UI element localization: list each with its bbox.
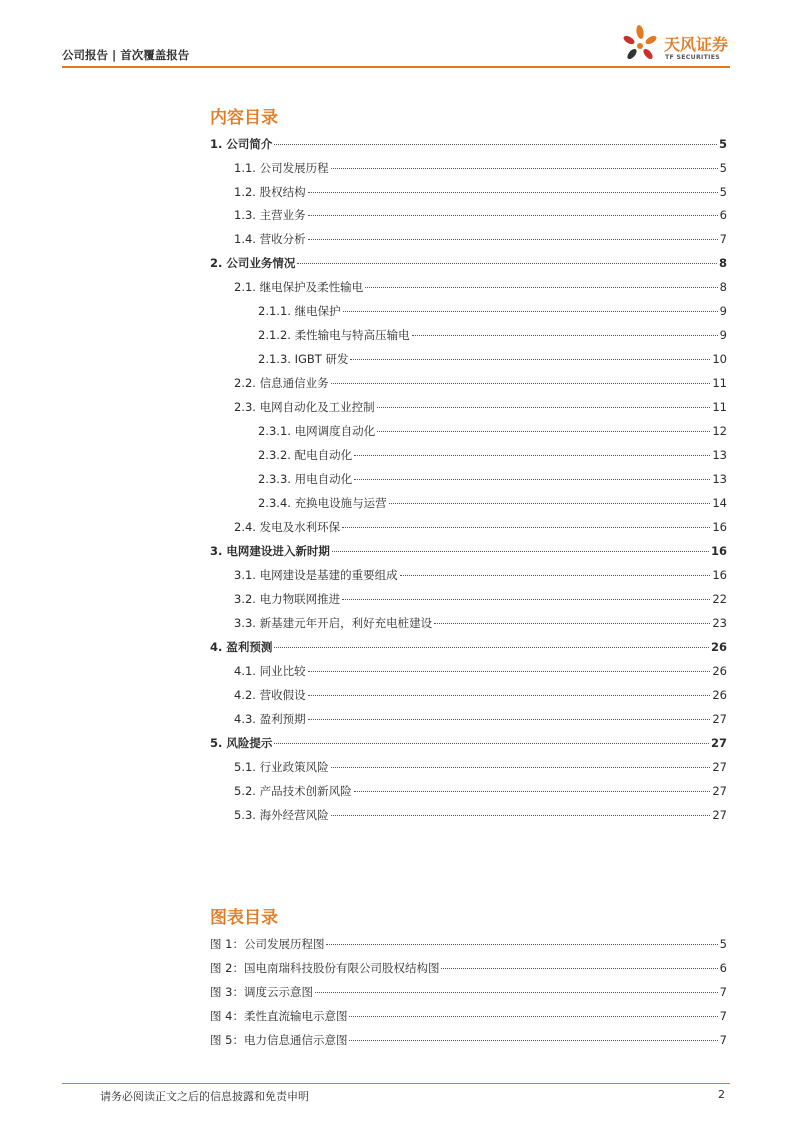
toc-number: 3.3. <box>234 616 260 630</box>
toc-leader <box>308 719 711 720</box>
toc-text: 公司简介 <box>226 137 273 151</box>
toc-text: 发电及水利环保 <box>259 520 341 534</box>
figure-entry[interactable] <box>210 984 727 1000</box>
figure-leader <box>349 1016 717 1017</box>
toc-text: 盈利预期 <box>259 712 306 726</box>
toc-page: 6 <box>719 208 727 222</box>
figure-text: 国电南瑞科技股份有限公司股权结构图 <box>243 961 440 975</box>
toc-text: 电力物联网推进 <box>259 592 341 606</box>
toc-page: 23 <box>712 616 727 630</box>
page-number: 2 <box>718 1088 725 1101</box>
toc-leader <box>354 791 711 792</box>
toc-number: 2.1. <box>234 280 260 294</box>
toc-page: 27 <box>712 808 727 822</box>
figure-page: 6 <box>719 961 727 975</box>
footer-divider <box>62 1083 730 1084</box>
toc-leader <box>274 144 717 145</box>
toc-text: 同业比较 <box>259 664 306 678</box>
toc-entry[interactable] <box>234 591 727 607</box>
toc-text: 主营业务 <box>259 208 306 222</box>
toc-number: 2.3.4. <box>258 496 295 510</box>
toc-text: 产品技术创新风险 <box>259 784 352 798</box>
figure-page: 7 <box>719 985 727 999</box>
toc-text: 营收假设 <box>259 688 306 702</box>
toc-number: 4. <box>210 640 227 654</box>
toc-leader <box>331 767 711 768</box>
toc-text: 柔性输电与特高压输电 <box>294 328 410 342</box>
toc-leader <box>308 239 718 240</box>
toc-number: 1.2. <box>234 185 260 199</box>
toc-leader <box>308 215 718 216</box>
toc-number: 2. <box>210 256 227 270</box>
logo-name-en: TF SECURITIES <box>665 54 721 61</box>
figure-number: 图 5： <box>210 1033 244 1047</box>
toc-entry[interactable] <box>210 735 727 751</box>
toc-page: 27 <box>710 736 727 750</box>
toc-number: 5. <box>210 736 227 750</box>
toc-leader <box>377 431 710 432</box>
toc-number: 4.2. <box>234 688 260 702</box>
toc-text: 盈利预测 <box>226 640 273 654</box>
toc-leader <box>331 815 711 816</box>
figure-entry[interactable] <box>210 936 727 952</box>
toc-text: 营收分析 <box>259 232 306 246</box>
toc-leader <box>350 359 710 360</box>
toc-number: 2.3.3. <box>258 472 295 486</box>
toc-number: 1.4. <box>234 232 260 246</box>
toc-page: 12 <box>712 424 727 438</box>
toc-leader <box>400 575 711 576</box>
toc-leader <box>308 695 711 696</box>
figure-text: 电力信息通信示意图 <box>243 1033 348 1047</box>
toc-entry[interactable] <box>258 423 727 439</box>
toc-page: 26 <box>712 688 727 702</box>
toc-leader <box>308 192 718 193</box>
toc-entry[interactable] <box>234 759 727 775</box>
toc-number: 5.3. <box>234 808 260 822</box>
toc-number: 2.1.3. <box>258 352 295 366</box>
figure-page: 5 <box>719 937 727 951</box>
figure-number: 图 4： <box>210 1009 244 1023</box>
toc-number: 2.3.1. <box>258 424 295 438</box>
toc-leader <box>331 383 711 384</box>
toc-entry[interactable] <box>258 471 727 487</box>
toc-entry[interactable] <box>234 399 727 415</box>
toc-page: 9 <box>719 304 727 318</box>
toc-page: 27 <box>712 784 727 798</box>
toc-page: 27 <box>712 760 727 774</box>
toc-text: 行业政策风险 <box>259 760 329 774</box>
toc-text: 电网建设是基建的重要组成 <box>259 568 398 582</box>
toc-text: 充换电设施与运营 <box>294 496 387 510</box>
tf-securities-logo-icon <box>620 22 660 66</box>
toc-entry[interactable] <box>258 351 727 367</box>
toc-entry[interactable] <box>210 136 727 152</box>
toc-number: 1.3. <box>234 208 260 222</box>
toc-entry[interactable] <box>234 711 727 727</box>
toc-text: 配电自动化 <box>294 448 353 462</box>
toc-entry[interactable] <box>234 375 727 391</box>
toc-number: 2.4. <box>234 520 260 534</box>
toc-leader <box>308 671 711 672</box>
toc-number: 4.3. <box>234 712 260 726</box>
figure-text: 调度云示意图 <box>243 985 313 999</box>
figure-number: 图 2： <box>210 961 244 975</box>
toc-page: 8 <box>718 256 727 270</box>
toc-page: 8 <box>719 280 727 294</box>
logo-name-cn: 天风证券 <box>664 35 729 54</box>
toc-page: 5 <box>718 137 727 151</box>
figure-page: 7 <box>719 1009 727 1023</box>
toc-leader <box>343 311 718 312</box>
toc-leader <box>389 503 711 504</box>
toc-entry[interactable] <box>210 255 727 271</box>
header-divider <box>62 66 730 68</box>
toc-leader <box>342 527 710 528</box>
toc-page: 11 <box>712 376 727 390</box>
toc-text: 公司业务情况 <box>226 256 296 270</box>
toc-entry[interactable] <box>234 160 727 176</box>
toc-page: 16 <box>712 568 727 582</box>
toc-page: 11 <box>712 400 727 414</box>
toc-leader <box>297 263 717 264</box>
toc-page: 5 <box>719 161 727 175</box>
toc-text: 继电保护 <box>294 304 341 318</box>
toc-text: 新基建元年开启，利好充电桩建设 <box>259 616 433 630</box>
toc-entry[interactable] <box>234 231 727 247</box>
toc-text: 风险提示 <box>226 736 273 750</box>
toc-page: 22 <box>712 592 727 606</box>
toc-number: 2.3. <box>234 400 260 414</box>
toc-entry[interactable] <box>258 495 727 511</box>
toc-number: 3.2. <box>234 592 260 606</box>
toc-entry[interactable] <box>234 279 727 295</box>
toc-text: 公司发展历程 <box>259 161 329 175</box>
toc-page: 9 <box>719 328 727 342</box>
toc-entry[interactable] <box>258 327 727 343</box>
toc-page: 16 <box>710 544 727 558</box>
toc-leader <box>377 407 711 408</box>
toc-text: 电网建设进入新时期 <box>226 544 330 558</box>
figure-text: 柔性直流输电示意图 <box>243 1009 348 1023</box>
toc-page: 14 <box>712 496 727 510</box>
figure-entry[interactable] <box>210 1032 727 1048</box>
toc-entry[interactable] <box>234 783 727 799</box>
report-type-label: 公司报告 | 首次覆盖报告 <box>62 48 190 62</box>
toc-page: 13 <box>712 448 727 462</box>
toc-number: 2.2. <box>234 376 260 390</box>
toc-entry[interactable] <box>258 447 727 463</box>
toc-entry[interactable] <box>234 615 727 631</box>
toc-entry[interactable] <box>234 663 727 679</box>
toc-entry[interactable] <box>210 543 727 559</box>
toc-page: 5 <box>719 185 727 199</box>
toc-number: 3.1. <box>234 568 260 582</box>
toc-number: 2.1.1. <box>258 304 295 318</box>
toc-page: 13 <box>712 472 727 486</box>
toc-number: 2.1.2. <box>258 328 295 342</box>
toc-leader <box>332 551 709 552</box>
toc-number: 3. <box>210 544 227 558</box>
toc-number: 1.1. <box>234 161 260 175</box>
figure-number: 图 3： <box>210 985 244 999</box>
figure-leader <box>315 992 718 993</box>
figure-entry[interactable] <box>210 960 727 976</box>
figure-leader <box>326 944 717 945</box>
figure-entry[interactable] <box>210 1008 727 1024</box>
toc-text: IGBT 研发 <box>294 352 349 366</box>
toc-number: 5.1. <box>234 760 260 774</box>
toc-number: 4.1. <box>234 664 260 678</box>
toc-leader <box>365 287 718 288</box>
toc-text: 继电保护及柔性输电 <box>259 280 364 294</box>
figures-title: 图表目录 <box>210 908 278 928</box>
toc-text: 电网自动化及工业控制 <box>259 400 375 414</box>
contents-title: 内容目录 <box>210 108 278 128</box>
toc-leader <box>354 455 710 456</box>
toc-number: 5.2. <box>234 784 260 798</box>
figure-text: 公司发展历程图 <box>243 937 325 951</box>
toc-page: 26 <box>710 640 727 654</box>
figure-page: 7 <box>719 1033 727 1047</box>
toc-text: 电网调度自动化 <box>294 424 376 438</box>
toc-number: 1. <box>210 137 227 151</box>
company-logo <box>620 22 732 66</box>
toc-entry[interactable] <box>234 567 727 583</box>
toc-leader <box>342 599 710 600</box>
toc-number: 2.3.2. <box>258 448 295 462</box>
toc-entry[interactable] <box>234 184 727 200</box>
toc-page: 10 <box>712 352 727 366</box>
toc-text: 海外经营风险 <box>259 808 329 822</box>
toc-leader <box>434 623 710 624</box>
figure-number: 图 1： <box>210 937 244 951</box>
toc-entry[interactable] <box>234 807 727 823</box>
toc-entry[interactable] <box>210 639 727 655</box>
toc-leader <box>274 647 709 648</box>
toc-entry[interactable] <box>234 207 727 223</box>
toc-leader <box>274 743 709 744</box>
toc-entry[interactable] <box>258 303 727 319</box>
figure-leader <box>441 968 717 969</box>
toc-leader <box>331 168 718 169</box>
toc-text: 信息通信业务 <box>259 376 329 390</box>
figure-leader <box>349 1040 717 1041</box>
toc-entry[interactable] <box>234 687 727 703</box>
toc-text: 用电自动化 <box>294 472 353 486</box>
toc-leader <box>412 335 718 336</box>
toc-page: 27 <box>712 712 727 726</box>
toc-text: 股权结构 <box>259 185 306 199</box>
toc-page: 16 <box>712 520 727 534</box>
footer-disclaimer: 请务必阅读正文之后的信息披露和免责申明 <box>100 1090 309 1103</box>
toc-leader <box>354 479 710 480</box>
toc-page: 26 <box>712 664 727 678</box>
toc-entry[interactable] <box>234 519 727 535</box>
toc-page: 7 <box>719 232 727 246</box>
